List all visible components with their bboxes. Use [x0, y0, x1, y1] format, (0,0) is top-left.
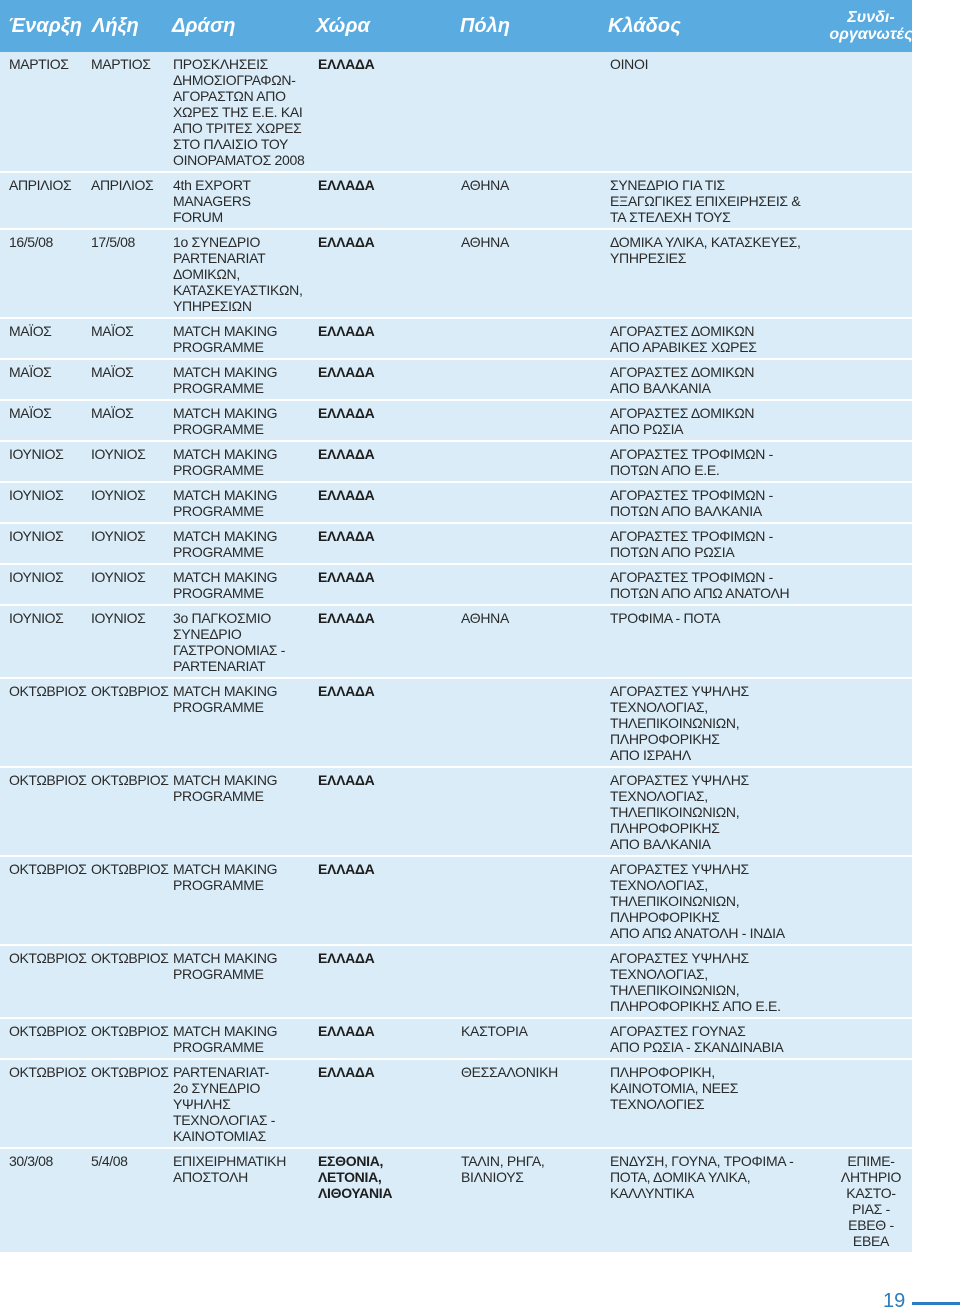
cell-end: 5/4/08	[91, 1153, 128, 1169]
header-co-organizers	[830, 9, 912, 43]
cell-end: ΙΟΥΝΙΟΣ	[91, 487, 146, 503]
table-row	[0, 319, 912, 360]
cell-co-organizers	[830, 950, 912, 1014]
header-co-organizers-line2: οργανωτές	[829, 26, 913, 43]
cell-sector: ΠΛΗΡΟΦΟΡΙΚΗ, ΚΑΙΝΟΤΟΜΙΑ, ΝΕΕΣ ΤΕΧΝΟΛΟΓΙΕΣ	[610, 1064, 739, 1112]
cell-co-organizers	[830, 405, 912, 437]
cell-end: ΟΚΤΩΒΡΙΟΣ	[91, 861, 169, 877]
cell-action: 3ο ΠΑΓΚΟΣΜΙΟ ΣΥΝΕΔΡΙΟ ΓΑΣΤΡΟΝΟΜΙΑΣ - PARTENARIAT	[173, 610, 286, 674]
cell-start: ΙΟΥΝΙΟΣ	[9, 528, 64, 544]
cell-action: MATCH MAKING PROGRAMME	[173, 323, 278, 355]
cell-sector: ΑΓΟΡΑΣΤΕΣ ΓΟΥΝΑΣ ΑΠΟ ΡΩΣΙΑ - ΣΚΑΝΔΙΝΑΒΙΑ	[610, 1023, 784, 1055]
cell-co-organizers	[830, 1023, 912, 1055]
cell-start: ΟΚΤΩΒΡΙΟΣ	[9, 950, 87, 966]
cell-end: ΟΚΤΩΒΡΙΟΣ	[91, 772, 169, 788]
cell-end: ΙΟΥΝΙΟΣ	[91, 528, 146, 544]
cell-start: 16/5/08	[9, 234, 53, 250]
table-row	[0, 679, 912, 768]
page-number-rule	[912, 1302, 960, 1305]
cell-co-organizers	[830, 569, 912, 601]
cell-action: MATCH MAKING PROGRAMME	[173, 528, 278, 560]
table-row	[0, 1060, 912, 1149]
cell-end: 17/5/08	[91, 234, 135, 250]
cell-end: ΜΑΡΤΙΟΣ	[91, 56, 151, 72]
cell-co-organizers	[830, 683, 912, 763]
cell-start: ΟΚΤΩΒΡΙΟΣ	[9, 1023, 87, 1039]
page-number: 19	[883, 1290, 906, 1312]
cell-city	[460, 56, 608, 168]
cell-start: ΙΟΥΝΙΟΣ	[9, 487, 64, 503]
cell-action: MATCH MAKING PROGRAMME	[173, 1023, 278, 1055]
cell-end: ΟΚΤΩΒΡΙΟΣ	[91, 683, 169, 699]
cell-country: ΕΛΛΑΔΑ	[318, 772, 375, 788]
cell-action: MATCH MAKING PROGRAMME	[173, 569, 278, 601]
cell-end: ΟΚΤΩΒΡΙΟΣ	[91, 950, 169, 966]
cell-city: ΚΑΣΤΟΡΙΑ	[461, 1023, 528, 1039]
cell-co-organizers	[830, 1064, 912, 1144]
table-row	[0, 768, 912, 857]
cell-end: ΙΟΥΝΙΟΣ	[91, 446, 146, 462]
cell-country: ΕΛΛΑΔΑ	[318, 234, 375, 250]
cell-co-organizers	[830, 861, 912, 941]
cell-co-organizers	[830, 323, 912, 355]
cell-co-organizers	[830, 610, 912, 674]
cell-sector: ΟΙΝΟΙ	[610, 56, 649, 72]
cell-action: MATCH MAKING PROGRAMME	[173, 772, 278, 804]
table-row	[0, 52, 912, 173]
cell-sector: ΑΓΟΡΑΣΤΕΣ ΥΨΗΛΗΣ ΤΕΧΝΟΛΟΓΙΑΣ, ΤΗΛΕΠΙΚΟΙΝΩΝΙΩΝ, ΠΛΗΡΟΦΟΡΙΚΗΣ ΑΠΟ ΑΠΩ ΑΝΑΤΟΛΗ - ΙΝΔΙΑ	[610, 861, 785, 941]
cell-sector: ΑΓΟΡΑΣΤΕΣ ΥΨΗΛΗΣ ΤΕΧΝΟΛΟΓΙΑΣ, ΤΗΛΕΠΙΚΟΙΝΩΝΙΩΝ, ΠΛΗΡΟΦΟΡΙΚΗΣ ΑΠΟ ΒΑΛΚΑΝΙΑ	[610, 772, 749, 852]
cell-start: ΜΑΪΟΣ	[9, 405, 52, 421]
cell-city	[460, 569, 608, 601]
cell-end: ΜΑΪΟΣ	[91, 323, 134, 339]
cell-city	[460, 364, 608, 396]
header-city: Πόλη	[460, 14, 510, 37]
cell-sector: ΑΓΟΡΑΣΤΕΣ ΔΟΜΙΚΩΝ ΑΠΟ ΡΩΣΙΑ	[610, 405, 755, 437]
cell-end: ΟΚΤΩΒΡΙΟΣ	[91, 1064, 169, 1080]
cell-start: ΙΟΥΝΙΟΣ	[9, 446, 64, 462]
cell-sector: ΑΓΟΡΑΣΤΕΣ ΥΨΗΛΗΣ ΤΕΧΝΟΛΟΓΙΑΣ, ΤΗΛΕΠΙΚΟΙΝΩΝΙΩΝ, ΠΛΗΡΟΦΟΡΙΚΗΣ ΑΠΟ ΙΣΡΑΗΛ	[610, 683, 749, 763]
cell-co-organizers	[830, 772, 912, 852]
cell-city	[460, 683, 608, 763]
table-row	[0, 857, 912, 946]
cell-action: MATCH MAKING PROGRAMME	[173, 950, 278, 982]
cell-start: ΟΚΤΩΒΡΙΟΣ	[9, 772, 87, 788]
cell-country: ΕΛΛΑΔΑ	[318, 1064, 375, 1080]
table-row	[0, 360, 912, 401]
cell-country: ΕΛΛΑΔΑ	[318, 56, 375, 72]
cell-co-organizers	[830, 234, 912, 314]
table-header	[0, 0, 912, 52]
cell-sector: ΑΓΟΡΑΣΤΕΣ ΔΟΜΙΚΩΝ ΑΠΟ ΑΡΑΒΙΚΕΣ ΧΩΡΕΣ	[610, 323, 757, 355]
cell-end: ΙΟΥΝΙΟΣ	[91, 569, 146, 585]
cell-sector: ΑΓΟΡΑΣΤΕΣ ΔΟΜΙΚΩΝ ΑΠΟ ΒΑΛΚΑΝΙΑ	[610, 364, 755, 396]
cell-action: PARTENARIAT- 2ο ΣΥΝΕΔΡΙΟ ΥΨΗΛΗΣ ΤΕΧΝΟΛΟΓΙΑΣ - ΚΑΙΝΟΤΟΜΙΑΣ	[173, 1064, 276, 1144]
cell-action: ΕΠΙΧΕΙΡΗΜΑΤΙΚΗ ΑΠΟΣΤΟΛΗ	[173, 1153, 287, 1185]
cell-co-organizers	[830, 364, 912, 396]
header-country: Χώρα	[316, 14, 370, 37]
cell-co-organizers: ΕΠΙΜΕ- ΛΗΤΗΡΙΟ ΚΑΣΤΟ- ΡΙΑΣ - ΕΒΕΘ - ΕΒΕΑ	[840, 1153, 902, 1249]
table-row	[0, 442, 912, 483]
cell-action: MATCH MAKING PROGRAMME	[173, 446, 278, 478]
cell-city	[460, 446, 608, 478]
cell-end: ΜΑΪΟΣ	[91, 364, 134, 380]
header-action: Δράση	[172, 14, 236, 37]
cell-city	[460, 487, 608, 519]
cell-start: ΟΚΤΩΒΡΙΟΣ	[9, 1064, 87, 1080]
table-row	[0, 1149, 912, 1254]
cell-country: ΕΛΛΑΔΑ	[318, 405, 375, 421]
cell-start: 30/3/08	[9, 1153, 53, 1169]
cell-start: ΜΑΪΟΣ	[9, 364, 52, 380]
cell-city: ΤΑΛΙΝ, ΡΗΓΑ, ΒΙΛΝΙΟΥΣ	[461, 1153, 545, 1185]
cell-city: ΑΘΗΝΑ	[461, 177, 509, 193]
cell-start: ΙΟΥΝΙΟΣ	[9, 569, 64, 585]
table-row	[0, 230, 912, 319]
table-row	[0, 565, 912, 606]
table-row	[0, 483, 912, 524]
cell-start: ΜΑΡΤΙΟΣ	[9, 56, 69, 72]
table-row	[0, 524, 912, 565]
header-end: Λήξη	[92, 14, 139, 37]
cell-city: ΘΕΣΣΑΛΟΝΙΚΗ	[461, 1064, 558, 1080]
cell-co-organizers	[830, 446, 912, 478]
cell-country: ΕΛΛΑΔΑ	[318, 487, 375, 503]
cell-start: ΟΚΤΩΒΡΙΟΣ	[9, 861, 87, 877]
cell-sector: ΣΥΝΕΔΡΙΟ ΓΙΑ ΤΙΣ ΕΞΑΓΩΓΙΚΕΣ ΕΠΙΧΕΙΡΗΣΕΙΣ & ΤΑ ΣΤΕΛΕΧΗ ΤΟΥΣ	[610, 177, 801, 225]
cell-action: 1ο ΣΥΝΕΔΡΙΟ PARTENARIAT ΔΟΜΙΚΩΝ, ΚΑΤΑΣΚΕΥΑΣΤΙΚΩΝ, ΥΠΗΡΕΣΙΩΝ	[173, 234, 303, 314]
cell-sector: ΑΓΟΡΑΣΤΕΣ ΤΡΟΦΙΜΩΝ - ΠΟΤΩΝ ΑΠΟ ΡΩΣΙΑ	[610, 528, 774, 560]
cell-city: ΑΘΗΝΑ	[461, 610, 509, 626]
table-row	[0, 946, 912, 1019]
header-co-organizers-line1: Συνδι-	[847, 9, 895, 26]
cell-city	[460, 405, 608, 437]
cell-country: ΕΛΛΑΔΑ	[318, 323, 375, 339]
table-body	[0, 52, 912, 1254]
cell-country: ΕΛΛΑΔΑ	[318, 528, 375, 544]
cell-country: ΕΛΛΑΔΑ	[318, 683, 375, 699]
cell-sector: ΑΓΟΡΑΣΤΕΣ ΤΡΟΦΙΜΩΝ - ΠΟΤΩΝ ΑΠΟ ΒΑΛΚΑΝΙΑ	[610, 487, 774, 519]
cell-city	[460, 950, 608, 1014]
cell-city	[460, 772, 608, 852]
cell-start: ΟΚΤΩΒΡΙΟΣ	[9, 683, 87, 699]
cell-country: ΕΛΛΑΔΑ	[318, 569, 375, 585]
cell-co-organizers	[830, 56, 912, 168]
cell-sector: ΤΡΟΦΙΜΑ - ΠΟΤΑ	[610, 610, 721, 626]
cell-sector: ΑΓΟΡΑΣΤΕΣ ΤΡΟΦΙΜΩΝ - ΠΟΤΩΝ ΑΠΟ Ε.Ε.	[610, 446, 774, 478]
cell-start: ΑΠΡΙΛΙΟΣ	[9, 177, 72, 193]
cell-country: ΕΛΛΑΔΑ	[318, 1023, 375, 1039]
cell-sector: ΔΟΜΙΚΑ ΥΛΙΚΑ, ΚΑΤΑΣΚΕΥΕΣ, ΥΠΗΡΕΣΙΕΣ	[610, 234, 801, 266]
cell-action: MATCH MAKING PROGRAMME	[173, 405, 278, 437]
table-row	[0, 401, 912, 442]
cell-action: MATCH MAKING PROGRAMME	[173, 487, 278, 519]
cell-action: 4th EXPORT MANAGERS FORUM	[173, 177, 251, 225]
cell-city: ΑΘΗΝΑ	[461, 234, 509, 250]
table-row	[0, 173, 912, 230]
cell-end: ΜΑΪΟΣ	[91, 405, 134, 421]
header-sector: Κλάδος	[608, 14, 681, 37]
cell-sector: ΕΝΔΥΣΗ, ΓΟΥΝΑ, ΤΡΟΦΙΜΑ - ΠΟΤΑ, ΔΟΜΙΚΑ ΥΛΙΚΑ, ΚΑΛΛΥΝΤΙΚΑ	[610, 1153, 794, 1201]
cell-country: ΕΛΛΑΔΑ	[318, 446, 375, 462]
cell-co-organizers	[830, 487, 912, 519]
header-start: Έναρξη	[8, 14, 82, 37]
cell-end: ΟΚΤΩΒΡΙΟΣ	[91, 1023, 169, 1039]
cell-city	[460, 528, 608, 560]
cell-country: ΕΛΛΑΔΑ	[318, 610, 375, 626]
cell-sector: ΑΓΟΡΑΣΤΕΣ ΥΨΗΛΗΣ ΤΕΧΝΟΛΟΓΙΑΣ, ΤΗΛΕΠΙΚΟΙΝΩΝΙΩΝ, ΠΛΗΡΟΦΟΡΙΚΗΣ ΑΠΟ Ε.Ε.	[610, 950, 781, 1014]
cell-city	[460, 323, 608, 355]
cell-start: ΜΑΪΟΣ	[9, 323, 52, 339]
table-row	[0, 606, 912, 679]
cell-action: MATCH MAKING PROGRAMME	[173, 861, 278, 893]
cell-country: ΕΛΛΑΔΑ	[318, 861, 375, 877]
cell-end: ΙΟΥΝΙΟΣ	[91, 610, 146, 626]
cell-country: ΕΣΘΟΝΙΑ, ΛΕΤΟΝΙΑ, ΛΙΘΟΥΑΝΙΑ	[318, 1153, 393, 1201]
cell-action: MATCH MAKING PROGRAMME	[173, 683, 278, 715]
cell-start: ΙΟΥΝΙΟΣ	[9, 610, 64, 626]
cell-co-organizers	[830, 177, 912, 225]
cell-sector: ΑΓΟΡΑΣΤΕΣ ΤΡΟΦΙΜΩΝ - ΠΟΤΩΝ ΑΠΟ ΑΠΩ ΑΝΑΤΟΛΗ	[610, 569, 790, 601]
cell-country: ΕΛΛΑΔΑ	[318, 950, 375, 966]
cell-country: ΕΛΛΑΔΑ	[318, 177, 375, 193]
cell-city	[460, 861, 608, 941]
cell-action: ΠΡΟΣΚΛΗΣΕΙΣ ΔΗΜΟΣΙΟΓΡΑΦΩΝ- ΑΓΟΡΑΣΤΩΝ ΑΠΟ ΧΩΡΕΣ ΤΗΣ Ε.Ε. ΚΑΙ ΑΠΟ ΤΡΙΤΕΣ ΧΩΡΕΣ ΣΤΟ ΠΛΑΙΣΙΟ ΤΟΥ ΟΙΝΟΡΑΜΑΤΟΣ 2008	[173, 56, 305, 168]
cell-country: ΕΛΛΑΔΑ	[318, 364, 375, 380]
cell-action: MATCH MAKING PROGRAMME	[173, 364, 278, 396]
cell-end: ΑΠΡΙΛΙΟΣ	[91, 177, 154, 193]
cell-co-organizers	[830, 528, 912, 560]
table-row	[0, 1019, 912, 1060]
